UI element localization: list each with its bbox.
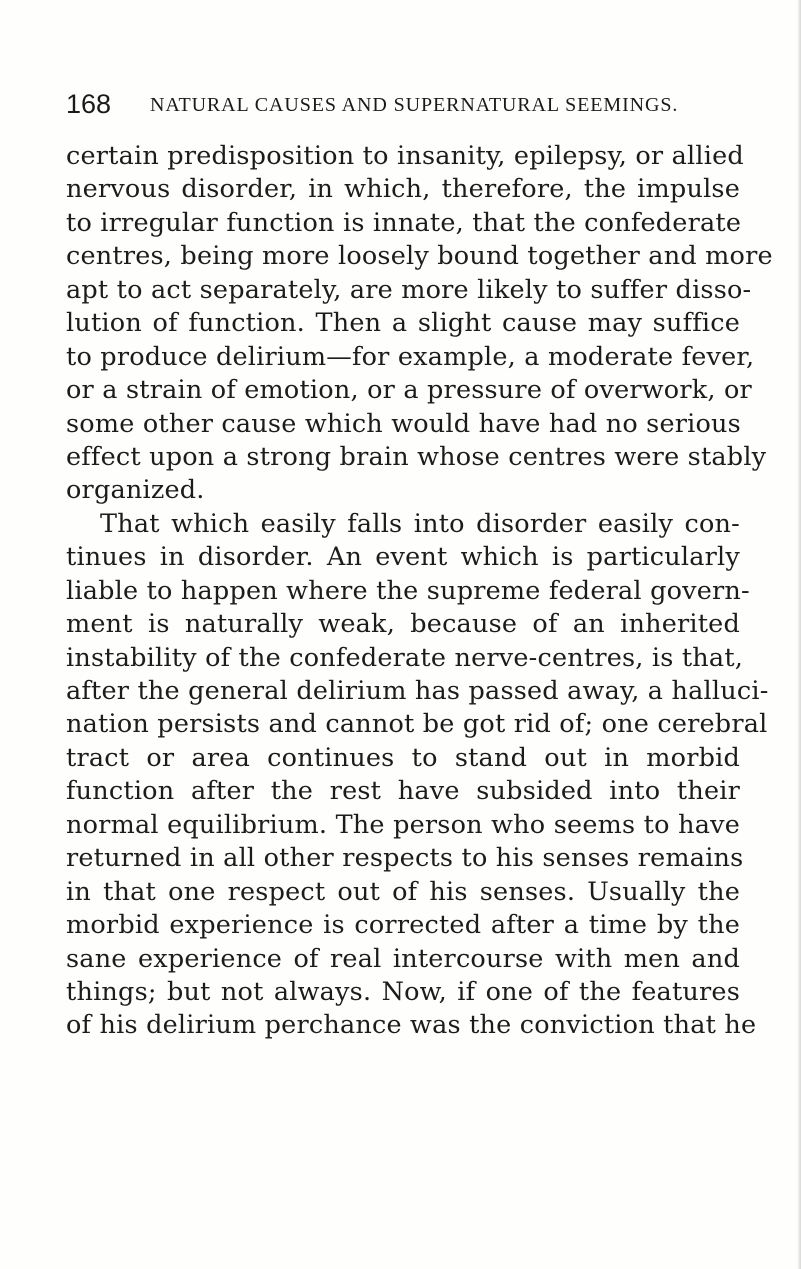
- text-line: apt to act separately, are more likely to suffer disso-: [66, 274, 752, 305]
- text-line: to irregular function is innate, that the confederate: [66, 207, 742, 238]
- body-text: [66, 140, 773, 1043]
- text-line: to produce delirium—for example, a moderate fever,: [66, 341, 755, 372]
- paragraph-end-line: organized.: [66, 475, 205, 506]
- text-line: certain predisposition to insanity, epilepsy, or allied: [66, 141, 744, 171]
- text-line: sane experience of real intercourse with men and: [66, 943, 740, 974]
- text-line: normal equilibrium. The person who seems to have: [66, 809, 740, 840]
- text-line: or a strain of emotion, or a pressure of overwork, or: [66, 375, 752, 406]
- text-line: nation persists and cannot be got rid of; one cerebral: [66, 709, 768, 740]
- text-line: morbid experience is corrected after a time by the: [66, 910, 740, 941]
- text-line: after the general delirium has passed away, a halluci-: [66, 676, 769, 706]
- page-edge-shadow: [797, 0, 801, 1269]
- text-line: effect upon a strong brain whose centres were stably: [66, 441, 767, 472]
- page-header: [66, 86, 738, 122]
- text-line: ment is naturally weak, because of an inherited: [66, 609, 740, 640]
- page-number: 168: [66, 89, 112, 119]
- text-line: tract or area continues to stand out in morbid: [66, 742, 740, 773]
- text-line: liable to happen where the supreme federal govern-: [66, 575, 750, 606]
- paragraph-start-line: That which easily falls into disorder easily con-: [100, 508, 740, 539]
- text-line: centres, being more loosely bound together and more: [66, 241, 773, 272]
- running-head: NATURAL CAUSES AND SUPERNATURAL SEEMINGS.: [150, 94, 679, 116]
- text-line: returned in all other respects to his senses remains: [66, 843, 744, 874]
- text-line: instability of the confederate nerve-centres, is that,: [66, 642, 744, 673]
- text-line: lution of function. Then a slight cause may suffice: [66, 308, 740, 339]
- text-line: of his delirium perchance was the conviction that he: [66, 1010, 757, 1041]
- text-line: some other cause which would have had no serious: [66, 408, 741, 439]
- text-line: nervous disorder, in which, therefore, the impulse: [66, 174, 740, 205]
- text-line: in that one respect out of his senses. Usually the: [66, 876, 740, 907]
- text-line: function after the rest have subsided into their: [66, 776, 740, 807]
- text-line: tinues in disorder. An event which is particularly: [66, 542, 740, 573]
- text-line: things; but not always. Now, if one of the features: [66, 976, 740, 1007]
